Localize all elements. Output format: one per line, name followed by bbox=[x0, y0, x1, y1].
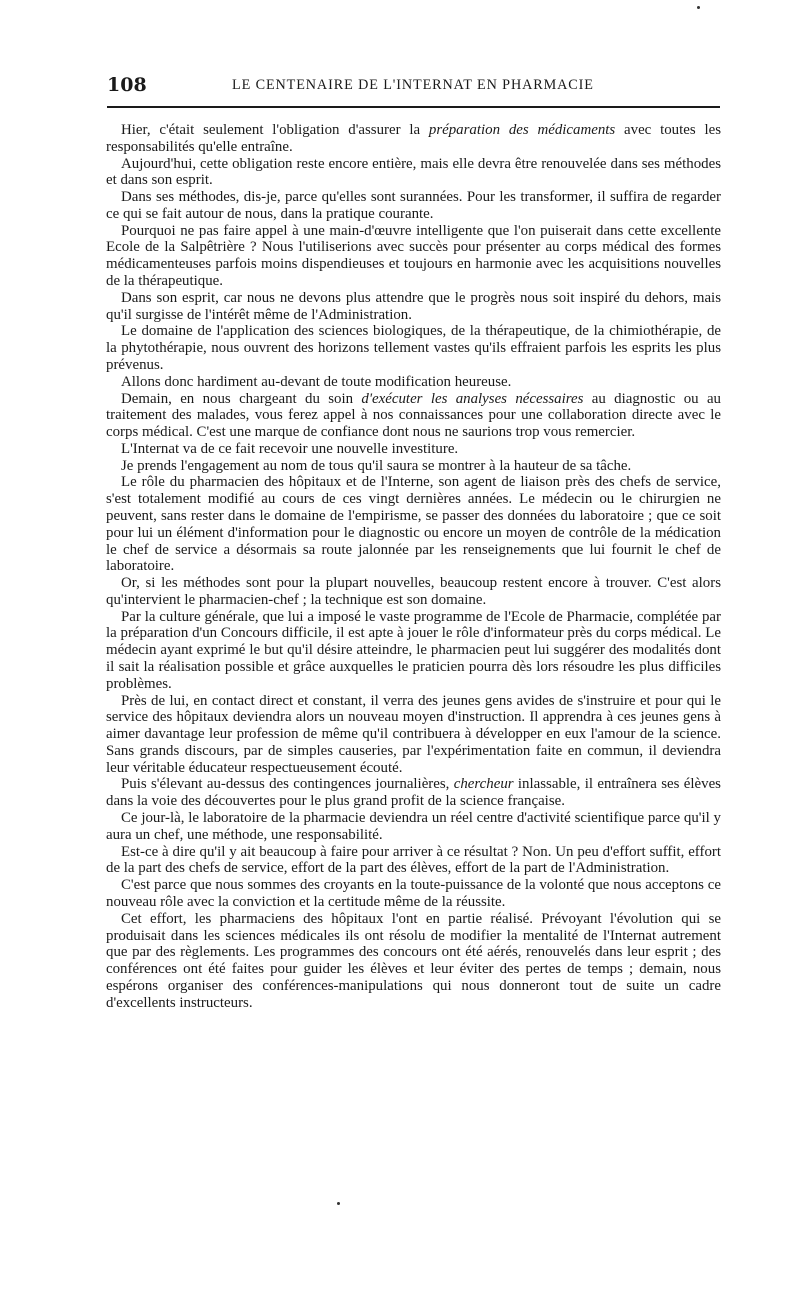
scan-speck bbox=[697, 6, 700, 9]
paragraph bbox=[106, 877, 721, 911]
paragraph-text: C'est parce que nous sommes des croyants en la toute-puissance de la volonté que nous acceptons ce nouveau rôle avec la conviction et la certitude même de la réussite. bbox=[106, 877, 721, 910]
paragraph-text: Aujourd'hui, cette obligation reste encore entière, mais elle devra être renouvelée dans ses méthodes et dans son esprit. bbox=[106, 155, 721, 189]
paragraph bbox=[106, 290, 721, 324]
paragraph-text: Hier, c'était seulement l'obligation d'assurer la bbox=[121, 122, 429, 138]
running-title: LE CENTENAIRE DE L'INTERNAT EN PHARMACIE bbox=[232, 77, 594, 93]
scan-speck bbox=[337, 1202, 340, 1205]
paragraph bbox=[106, 189, 721, 223]
paragraph-text: Puis s'élevant au-dessus des contingences journalières, bbox=[121, 776, 454, 793]
italic-text: d'exécuter les analyses nécessaires bbox=[361, 390, 584, 407]
paragraph bbox=[106, 575, 721, 609]
paragraph bbox=[106, 911, 721, 1012]
paragraph-text: Ce jour-là, le laboratoire de la pharmacie deviendra un réel centre d'activité scientifique parce qu'il y aura un chef, une méthode, une responsabilité. bbox=[106, 810, 721, 843]
paragraph-text: Le rôle du pharmacien des hôpitaux et de l'Interne, son agent de liaison près des chefs de service, s'est totalement modifié au cours de ces vingt dernières années. Le médecin ou le chirurgien ne peuvent, sans rester dans le domaine de l'empirisme, se passer des données du laboratoire ; que ce soit pour lui un élément d'information pour le diagnostic ou encore un moyen de contrôle de la médication le chef de service a désormais sa route jalonnée par les renseignements que lui fournit le chef de laboratoire. bbox=[106, 474, 721, 575]
paragraph bbox=[106, 391, 721, 441]
paragraph-text: Dans ses méthodes, dis-je, parce qu'elles sont surannées. Pour les transformer, il suffira de regarder ce qui se fait autour de nous, dans la pratique courante. bbox=[106, 189, 721, 222]
paragraph-text: Près de lui, en contact direct et constant, il verra des jeunes gens avides de s'instruire et pour qui le service des hôpitaux deviendra alors un nouveau moyen d'instruction. Il apprendra à ces jeunes gens à aimer davantage leur profession de même qu'il contribuera à développer en eux l'amour de la science. Sans grands discours, par de simples causeries, par l'expérimentation faite en commun, il deviendra leur véritable éducateur respectueusement écouté. bbox=[106, 692, 721, 776]
paragraph-text: Allons donc hardiment au-devant de toute modification heureuse. bbox=[121, 373, 512, 390]
paragraph-text: Est-ce à dire qu'il y ait beaucoup à faire pour arriver à ce résultat ? Non. Un peu d'effort suffit, effort de la part des chefs de service, effort de la part des élèves, effort de la part de l'Administration. bbox=[106, 843, 721, 877]
paragraph bbox=[106, 810, 721, 844]
paragraph bbox=[106, 609, 721, 693]
paragraph-text: Or, si les méthodes sont pour la plupart nouvelles, beaucoup restent encore à trouver. C'est alors qu'intervient le pharmacien-chef ; la technique est son domaine. bbox=[106, 575, 721, 608]
paragraph bbox=[106, 374, 721, 391]
paragraph-text: Je prends l'engagement au nom de tous qu'il saura se montrer à la hauteur de sa tâche. bbox=[121, 457, 632, 474]
paragraph bbox=[106, 458, 721, 475]
paragraph-text: inlassable, il entraînera ses élèves dans la voie des découvertes pour le plus grand profit de la science française. bbox=[106, 776, 721, 810]
paragraph-text: Demain, en nous chargeant du soin bbox=[121, 390, 362, 407]
paragraph bbox=[106, 156, 721, 190]
body-text bbox=[106, 122, 721, 1011]
header-rule bbox=[107, 106, 720, 108]
paragraph-text: Cet effort, les pharmaciens des hôpitaux l'ont en partie réalisé. Prévoyant l'évolution qui se produisait dans les sciences médicales ils ont résolu de modifier la mentalité de l'Internat autrement que par des règlements. Les programmes des concours ont été aérés, renouvelés dans leur esprit ; des conférences ont été faites pour guider les élèves et leur éviter des pertes de temps ; demain, nous espérons organiser des conférences-manipulations qui nous donneront tout de suite un cadre d'excellents instructeurs. bbox=[106, 910, 721, 1011]
paragraph-text: Par la culture générale, que lui a imposé le vaste programme de l'Ecole de Pharmacie, complétée par la préparation d'un Concours difficile, il est apte à jouer le rôle d'informateur près du corps médical. Le médecin ayant exprimé le but qu'il désire atteindre, le pharmacien peut lui suggérer des modalités dont il sait la réalisation possible et grâce auxquelles le praticien pourra dès lors résoudre les plus difficiles problèmes. bbox=[106, 608, 721, 692]
paragraph-text: Pourquoi ne pas faire appel à une main-d'œuvre intelligente que l'on puiserait dans cette excellente Ecole de la Salpêtrière ? Nous l'utiliserions avec succès pour présenter au corps médical des formes médicamenteuses parfois moins dispendieuses et toujours en harmonie avec les acquisitions nouvelles de la thérapeutique. bbox=[106, 222, 721, 290]
paragraph bbox=[106, 844, 721, 878]
paragraph-text: au diagnostic ou au traitement des malades, vous ferez appel à nos connaissances pour une collaboration directe avec le corps médical. C'est une marque de confiance dont nous ne saurions trop vous remercier. bbox=[106, 390, 721, 441]
italic-text: préparation des médicaments bbox=[428, 122, 616, 138]
paragraph bbox=[106, 323, 721, 373]
italic-text: chercheur bbox=[453, 776, 514, 793]
paragraph bbox=[106, 776, 721, 810]
paragraph bbox=[106, 441, 721, 458]
paragraph bbox=[106, 474, 721, 575]
paragraph-text: Le domaine de l'application des sciences biologiques, de la thérapeutique, de la chimiothérapie, de la phytothérapie, nous ouvrent des horizons tellement vastes qu'ils effraient parfois les esprits les plus prévenus. bbox=[106, 323, 721, 373]
paragraph bbox=[106, 693, 721, 777]
paragraph bbox=[106, 122, 721, 156]
page-header bbox=[107, 74, 720, 96]
paragraph-text: Dans son esprit, car nous ne devons plus attendre que le progrès nous soit inspiré du dehors, mais qu'il surgisse de l'intérêt même de l'Administration. bbox=[106, 289, 721, 323]
paragraph bbox=[106, 223, 721, 290]
paragraph-text: avec toutes les responsabilités qu'elle entraîne. bbox=[106, 122, 721, 155]
page-number: 108 bbox=[107, 74, 147, 96]
paragraph-text: L'Internat va de ce fait recevoir une nouvelle investiture. bbox=[121, 440, 459, 457]
